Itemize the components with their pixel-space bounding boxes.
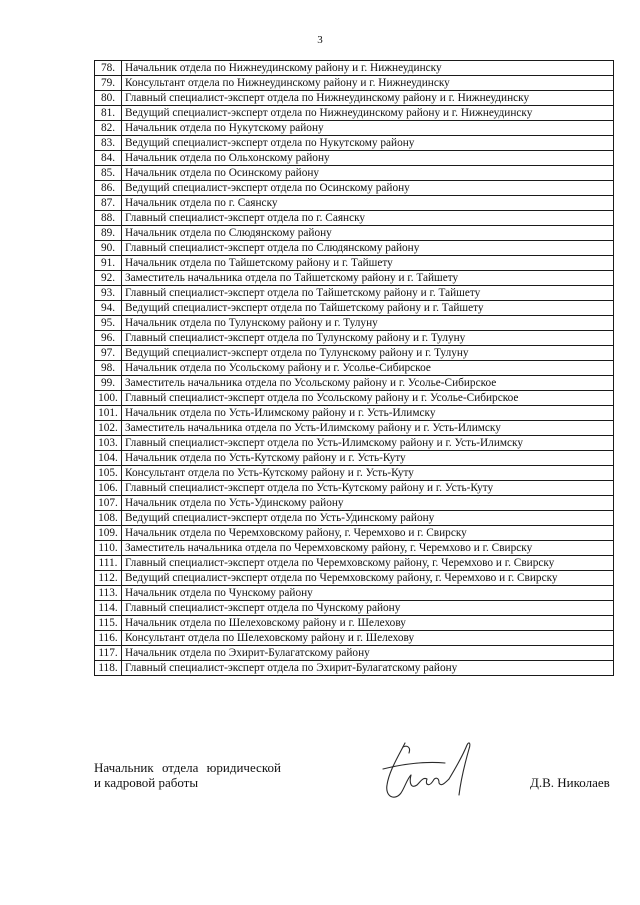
table-row xyxy=(95,496,614,511)
position-name: Главный специалист-эксперт отдела по Усольскому району и г. Усолье-Сибирское xyxy=(122,391,614,406)
position-name: Начальник отдела по Ольхонскому району xyxy=(122,151,614,166)
row-number: 94. xyxy=(95,301,122,316)
row-number: 96. xyxy=(95,331,122,346)
table-row xyxy=(95,76,614,91)
table-row xyxy=(95,151,614,166)
table-row xyxy=(95,511,614,526)
table-row xyxy=(95,451,614,466)
position-name: Ведущий специалист-эксперт отдела по Нижнеудинскому району и г. Нижнеудинску xyxy=(122,106,614,121)
table-row xyxy=(95,571,614,586)
row-number: 105. xyxy=(95,466,122,481)
position-name: Заместитель начальника отдела по Черемховскому району, г. Черемхово и г. Свирску xyxy=(122,541,614,556)
table-row xyxy=(95,106,614,121)
row-number: 87. xyxy=(95,196,122,211)
table-row xyxy=(95,196,614,211)
position-name: Ведущий специалист-эксперт отдела по Осинскому району xyxy=(122,181,614,196)
signer-title xyxy=(94,760,281,790)
table-row xyxy=(95,316,614,331)
position-name: Консультант отдела по Шелеховскому району и г. Шелехову xyxy=(122,631,614,646)
row-number: 88. xyxy=(95,211,122,226)
row-number: 109. xyxy=(95,526,122,541)
position-name: Главный специалист-эксперт отдела по Чунскому району xyxy=(122,601,614,616)
row-number: 99. xyxy=(95,376,122,391)
position-name: Главный специалист-эксперт отдела по Эхирит-Булагатскому району xyxy=(122,661,614,676)
row-number: 80. xyxy=(95,91,122,106)
table-row xyxy=(95,346,614,361)
row-number: 103. xyxy=(95,436,122,451)
row-number: 100. xyxy=(95,391,122,406)
row-number: 91. xyxy=(95,256,122,271)
position-name: Главный специалист-эксперт отдела по Нижнеудинскому району и г. Нижнеудинску xyxy=(122,91,614,106)
position-name: Главный специалист-эксперт отдела по Тулунскому району и г. Тулуну xyxy=(122,331,614,346)
table-row xyxy=(95,271,614,286)
table-row xyxy=(95,286,614,301)
position-name: Начальник отдела по Шелеховскому району и г. Шелехову xyxy=(122,616,614,631)
position-name: Главный специалист-эксперт отдела по Усть-Кутскому району и г. Усть-Куту xyxy=(122,481,614,496)
table-row xyxy=(95,391,614,406)
row-number: 79. xyxy=(95,76,122,91)
row-number: 101. xyxy=(95,406,122,421)
table-row xyxy=(95,616,614,631)
table-row xyxy=(95,361,614,376)
table-row xyxy=(95,241,614,256)
table-row xyxy=(95,211,614,226)
position-name: Главный специалист-эксперт отдела по г. Саянску xyxy=(122,211,614,226)
row-number: 102. xyxy=(95,421,122,436)
table-row xyxy=(95,586,614,601)
row-number: 89. xyxy=(95,226,122,241)
table-row xyxy=(95,301,614,316)
row-number: 113. xyxy=(95,586,122,601)
position-name: Начальник отдела по Усть-Кутскому району и г. Усть-Куту xyxy=(122,451,614,466)
position-name: Заместитель начальника отдела по Тайшетскому району и г. Тайшету xyxy=(122,271,614,286)
table-row xyxy=(95,91,614,106)
row-number: 81. xyxy=(95,106,122,121)
table-row xyxy=(95,481,614,496)
position-name: Главный специалист-эксперт отдела по Тайшетскому району и г. Тайшету xyxy=(122,286,614,301)
table-row xyxy=(95,181,614,196)
position-name: Начальник отдела по Слюдянскому району xyxy=(122,226,614,241)
position-name: Ведущий специалист-эксперт отдела по Тулунскому району и г. Тулуну xyxy=(122,346,614,361)
position-name: Консультант отдела по Усть-Кутскому району и г. Усть-Куту xyxy=(122,466,614,481)
table-row xyxy=(95,601,614,616)
position-name: Начальник отдела по Тайшетскому району и г. Тайшету xyxy=(122,256,614,271)
table-row xyxy=(95,136,614,151)
table-row xyxy=(95,121,614,136)
table-row xyxy=(95,631,614,646)
row-number: 97. xyxy=(95,346,122,361)
position-name: Консультант отдела по Нижнеудинскому району и г. Нижнеудинску xyxy=(122,76,614,91)
table-row xyxy=(95,466,614,481)
row-number: 117. xyxy=(95,646,122,661)
table-row xyxy=(95,61,614,76)
table-row xyxy=(95,661,614,676)
row-number: 108. xyxy=(95,511,122,526)
row-number: 112. xyxy=(95,571,122,586)
position-name: Начальник отдела по Усть-Удинскому району xyxy=(122,496,614,511)
position-name: Главный специалист-эксперт отдела по Черемховскому району, г. Черемхово и г. Свирску xyxy=(122,556,614,571)
signer-name: Д.В. Николаев xyxy=(530,775,610,790)
signer-title-line2: и кадровой работы xyxy=(94,775,199,790)
row-number: 104. xyxy=(95,451,122,466)
position-name: Ведущий специалист-эксперт отдела по Нукутскому району xyxy=(122,136,614,151)
table-row xyxy=(95,436,614,451)
row-number: 106. xyxy=(95,481,122,496)
position-name: Начальник отдела по Тулунскому району и г. Тулуну xyxy=(122,316,614,331)
signer-title-line1: Начальник отдела юридической xyxy=(94,760,281,775)
position-name: Начальник отдела по Эхирит-Булагатскому району xyxy=(122,646,614,661)
table-row xyxy=(95,556,614,571)
position-name: Начальник отдела по Усть-Илимскому району и г. Усть-Илимску xyxy=(122,406,614,421)
row-number: 83. xyxy=(95,136,122,151)
table-row xyxy=(95,541,614,556)
row-number: 85. xyxy=(95,166,122,181)
row-number: 116. xyxy=(95,631,122,646)
row-number: 110. xyxy=(95,541,122,556)
position-name: Начальник отдела по Нижнеудинскому району и г. Нижнеудинску xyxy=(122,61,614,76)
table-row xyxy=(95,406,614,421)
table-row xyxy=(95,226,614,241)
table-row xyxy=(95,166,614,181)
handwritten-signature-icon xyxy=(375,735,485,805)
row-number: 95. xyxy=(95,316,122,331)
position-name: Ведущий специалист-эксперт отдела по Черемховскому району, г. Черемхово и г. Свирску xyxy=(122,571,614,586)
position-name: Начальник отдела по г. Саянску xyxy=(122,196,614,211)
row-number: 92. xyxy=(95,271,122,286)
position-name: Заместитель начальника отдела по Усть-Илимскому району и г. Усть-Илимску xyxy=(122,421,614,436)
positions-table xyxy=(94,60,614,676)
table-row xyxy=(95,376,614,391)
position-name: Ведущий специалист-эксперт отдела по Тайшетскому району и г. Тайшету xyxy=(122,301,614,316)
position-name: Начальник отдела по Нукутскому району xyxy=(122,121,614,136)
position-name: Начальник отдела по Черемховскому району, г. Черемхово и г. Свирску xyxy=(122,526,614,541)
row-number: 115. xyxy=(95,616,122,631)
positions-table-body xyxy=(95,61,614,676)
table-row xyxy=(95,646,614,661)
row-number: 78. xyxy=(95,61,122,76)
position-name: Начальник отдела по Осинскому району xyxy=(122,166,614,181)
table-row xyxy=(95,331,614,346)
table-row xyxy=(95,421,614,436)
position-name: Начальник отдела по Чунскому району xyxy=(122,586,614,601)
row-number: 84. xyxy=(95,151,122,166)
row-number: 118. xyxy=(95,661,122,676)
row-number: 86. xyxy=(95,181,122,196)
position-name: Главный специалист-эксперт отдела по Усть-Илимскому району и г. Усть-Илимску xyxy=(122,436,614,451)
row-number: 111. xyxy=(95,556,122,571)
row-number: 82. xyxy=(95,121,122,136)
row-number: 107. xyxy=(95,496,122,511)
position-name: Главный специалист-эксперт отдела по Слюдянскому району xyxy=(122,241,614,256)
position-name: Заместитель начальника отдела по Усольскому району и г. Усолье-Сибирское xyxy=(122,376,614,391)
page-number: 3 xyxy=(317,34,323,46)
table-row xyxy=(95,526,614,541)
row-number: 114. xyxy=(95,601,122,616)
position-name: Начальник отдела по Усольскому району и г. Усолье-Сибирское xyxy=(122,361,614,376)
table-row xyxy=(95,256,614,271)
position-name: Ведущий специалист-эксперт отдела по Усть-Удинскому району xyxy=(122,511,614,526)
row-number: 90. xyxy=(95,241,122,256)
row-number: 98. xyxy=(95,361,122,376)
row-number: 93. xyxy=(95,286,122,301)
